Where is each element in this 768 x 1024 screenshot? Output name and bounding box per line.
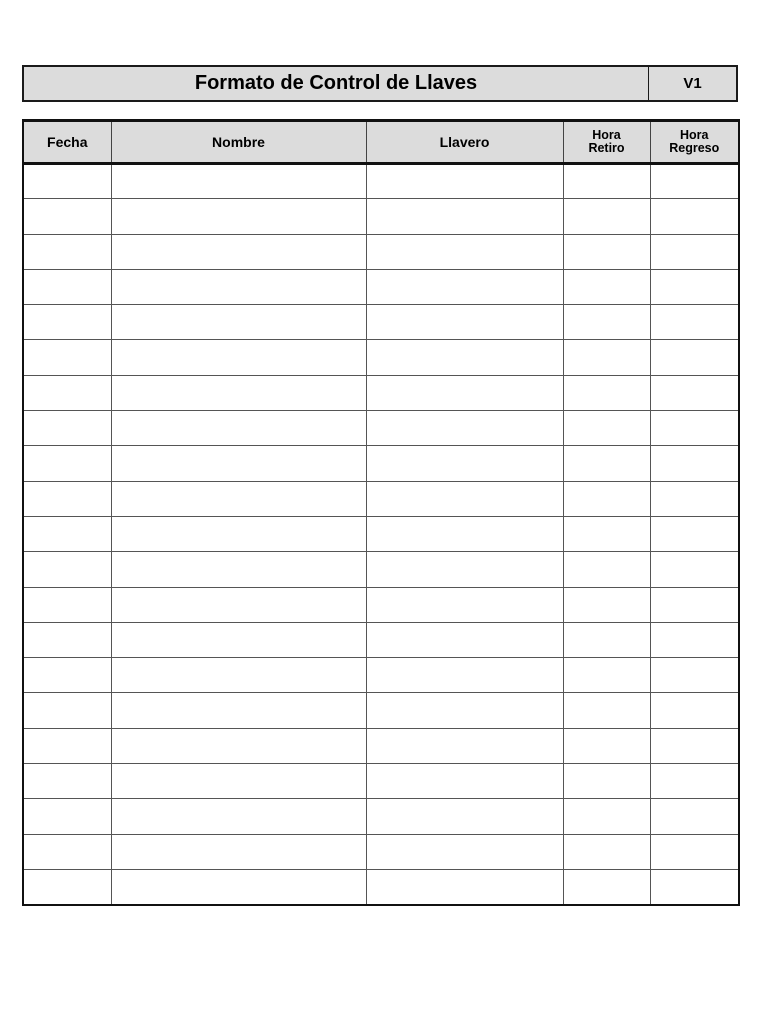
cell-nombre[interactable] [111, 516, 366, 551]
cell-llavero[interactable] [366, 693, 563, 728]
cell-fecha[interactable] [23, 552, 111, 587]
cell-hora-retiro[interactable] [563, 622, 650, 657]
cell-llavero[interactable] [366, 164, 563, 199]
cell-hora-retiro[interactable] [563, 658, 650, 693]
cell-hora-retiro[interactable] [563, 340, 650, 375]
table-row [23, 375, 739, 410]
cell-fecha[interactable] [23, 693, 111, 728]
cell-nombre[interactable] [111, 693, 366, 728]
cell-hora-regreso[interactable] [650, 658, 739, 693]
cell-hora-retiro[interactable] [563, 481, 650, 516]
cell-llavero[interactable] [366, 305, 563, 340]
table-row [23, 199, 739, 234]
header-hora-retiro-line1: Hora [592, 127, 621, 142]
cell-hora-retiro[interactable] [563, 375, 650, 410]
form-title: Formato de Control de Llaves [24, 67, 649, 100]
cell-hora-retiro[interactable] [563, 269, 650, 304]
cell-nombre[interactable] [111, 481, 366, 516]
table-row [23, 411, 739, 446]
cell-llavero[interactable] [366, 764, 563, 799]
cell-llavero[interactable] [366, 728, 563, 763]
cell-hora-retiro[interactable] [563, 799, 650, 834]
cell-hora-regreso[interactable] [650, 446, 739, 481]
cell-nombre[interactable] [111, 446, 366, 481]
cell-hora-regreso[interactable] [650, 552, 739, 587]
cell-nombre[interactable] [111, 340, 366, 375]
cell-nombre[interactable] [111, 411, 366, 446]
cell-llavero[interactable] [366, 834, 563, 869]
cell-fecha[interactable] [23, 340, 111, 375]
cell-hora-regreso[interactable] [650, 764, 739, 799]
cell-fecha[interactable] [23, 834, 111, 869]
table-row [23, 799, 739, 834]
cell-fecha[interactable] [23, 481, 111, 516]
cell-fecha[interactable] [23, 411, 111, 446]
cell-fecha[interactable] [23, 869, 111, 904]
cell-llavero[interactable] [366, 869, 563, 904]
table-row [23, 622, 739, 657]
cell-hora-retiro[interactable] [563, 693, 650, 728]
table-body [23, 164, 739, 905]
cell-hora-regreso[interactable] [650, 234, 739, 269]
cell-llavero[interactable] [366, 481, 563, 516]
cell-fecha[interactable] [23, 164, 111, 199]
header-hora-regreso-line2: Regreso [669, 141, 720, 155]
cell-nombre[interactable] [111, 869, 366, 904]
cell-hora-retiro[interactable] [563, 834, 650, 869]
cell-hora-regreso[interactable] [650, 622, 739, 657]
cell-hora-regreso[interactable] [650, 269, 739, 304]
cell-hora-regreso[interactable] [650, 869, 739, 904]
table-row [23, 234, 739, 269]
cell-fecha[interactable] [23, 446, 111, 481]
table-row [23, 764, 739, 799]
cell-fecha[interactable] [23, 305, 111, 340]
form-version: V1 [683, 75, 702, 92]
cell-hora-retiro[interactable] [563, 764, 650, 799]
cell-hora-retiro[interactable] [563, 587, 650, 622]
cell-fecha[interactable] [23, 587, 111, 622]
cell-fecha[interactable] [23, 728, 111, 763]
table-row [23, 869, 739, 904]
cell-hora-regreso[interactable] [650, 164, 739, 199]
cell-fecha[interactable] [23, 375, 111, 410]
cell-hora-retiro[interactable] [563, 411, 650, 446]
header-hora-regreso [650, 121, 739, 164]
header-llavero: Llavero [366, 121, 563, 164]
table-row [23, 164, 739, 199]
cell-hora-retiro[interactable] [563, 446, 650, 481]
cell-fecha[interactable] [23, 199, 111, 234]
table-row [23, 728, 739, 763]
cell-hora-regreso[interactable] [650, 834, 739, 869]
cell-llavero[interactable] [366, 234, 563, 269]
cell-fecha[interactable] [23, 269, 111, 304]
header-hora-regreso-line1: Hora [680, 127, 709, 142]
table-row [23, 658, 739, 693]
cell-hora-regreso[interactable] [650, 340, 739, 375]
cell-llavero[interactable] [366, 375, 563, 410]
cell-llavero[interactable] [366, 587, 563, 622]
cell-fecha[interactable] [23, 516, 111, 551]
cell-fecha[interactable] [23, 764, 111, 799]
cell-nombre[interactable] [111, 234, 366, 269]
table-row [23, 305, 739, 340]
cell-llavero[interactable] [366, 552, 563, 587]
table-row [23, 693, 739, 728]
header-hora-retiro-line2: Retiro [588, 141, 625, 155]
table-row [23, 552, 739, 587]
table-header-row [23, 121, 739, 164]
cell-llavero[interactable] [366, 411, 563, 446]
cell-llavero[interactable] [366, 658, 563, 693]
cell-hora-regreso[interactable] [650, 587, 739, 622]
cell-nombre[interactable] [111, 587, 366, 622]
key-control-table [22, 119, 740, 906]
cell-nombre[interactable] [111, 728, 366, 763]
cell-llavero[interactable] [366, 622, 563, 657]
cell-nombre[interactable] [111, 199, 366, 234]
table-row [23, 269, 739, 304]
cell-hora-regreso[interactable] [650, 799, 739, 834]
cell-nombre[interactable] [111, 164, 366, 199]
cell-hora-regreso[interactable] [650, 693, 739, 728]
table-row [23, 834, 739, 869]
cell-nombre[interactable] [111, 834, 366, 869]
cell-hora-retiro[interactable] [563, 728, 650, 763]
table-row [23, 340, 739, 375]
cell-fecha[interactable] [23, 658, 111, 693]
cell-hora-regreso[interactable] [650, 411, 739, 446]
header-nombre: Nombre [111, 121, 366, 164]
header-hora-retiro [563, 121, 650, 164]
cell-nombre[interactable] [111, 305, 366, 340]
cell-llavero[interactable] [366, 516, 563, 551]
cell-fecha[interactable] [23, 622, 111, 657]
cell-hora-retiro[interactable] [563, 516, 650, 551]
cell-llavero[interactable] [366, 799, 563, 834]
cell-hora-retiro[interactable] [563, 552, 650, 587]
cell-hora-regreso[interactable] [650, 199, 739, 234]
cell-nombre[interactable] [111, 375, 366, 410]
cell-nombre[interactable] [111, 799, 366, 834]
cell-hora-retiro[interactable] [563, 305, 650, 340]
cell-fecha[interactable] [23, 799, 111, 834]
cell-llavero[interactable] [366, 199, 563, 234]
cell-fecha[interactable] [23, 234, 111, 269]
form-title-box [22, 65, 738, 102]
cell-hora-retiro[interactable] [563, 234, 650, 269]
cell-hora-regreso[interactable] [650, 481, 739, 516]
table-row [23, 516, 739, 551]
cell-hora-retiro[interactable] [563, 199, 650, 234]
cell-nombre[interactable] [111, 622, 366, 657]
table-row [23, 587, 739, 622]
cell-llavero[interactable] [366, 269, 563, 304]
cell-hora-regreso[interactable] [650, 728, 739, 763]
table-row [23, 446, 739, 481]
cell-hora-retiro[interactable] [563, 164, 650, 199]
cell-nombre[interactable] [111, 269, 366, 304]
cell-nombre[interactable] [111, 552, 366, 587]
cell-hora-regreso[interactable] [650, 375, 739, 410]
cell-hora-retiro[interactable] [563, 869, 650, 904]
cell-llavero[interactable] [366, 340, 563, 375]
cell-hora-regreso[interactable] [650, 305, 739, 340]
cell-nombre[interactable] [111, 658, 366, 693]
header-fecha: Fecha [23, 121, 111, 164]
cell-hora-regreso[interactable] [650, 516, 739, 551]
table-row [23, 481, 739, 516]
cell-llavero[interactable] [366, 446, 563, 481]
cell-nombre[interactable] [111, 764, 366, 799]
